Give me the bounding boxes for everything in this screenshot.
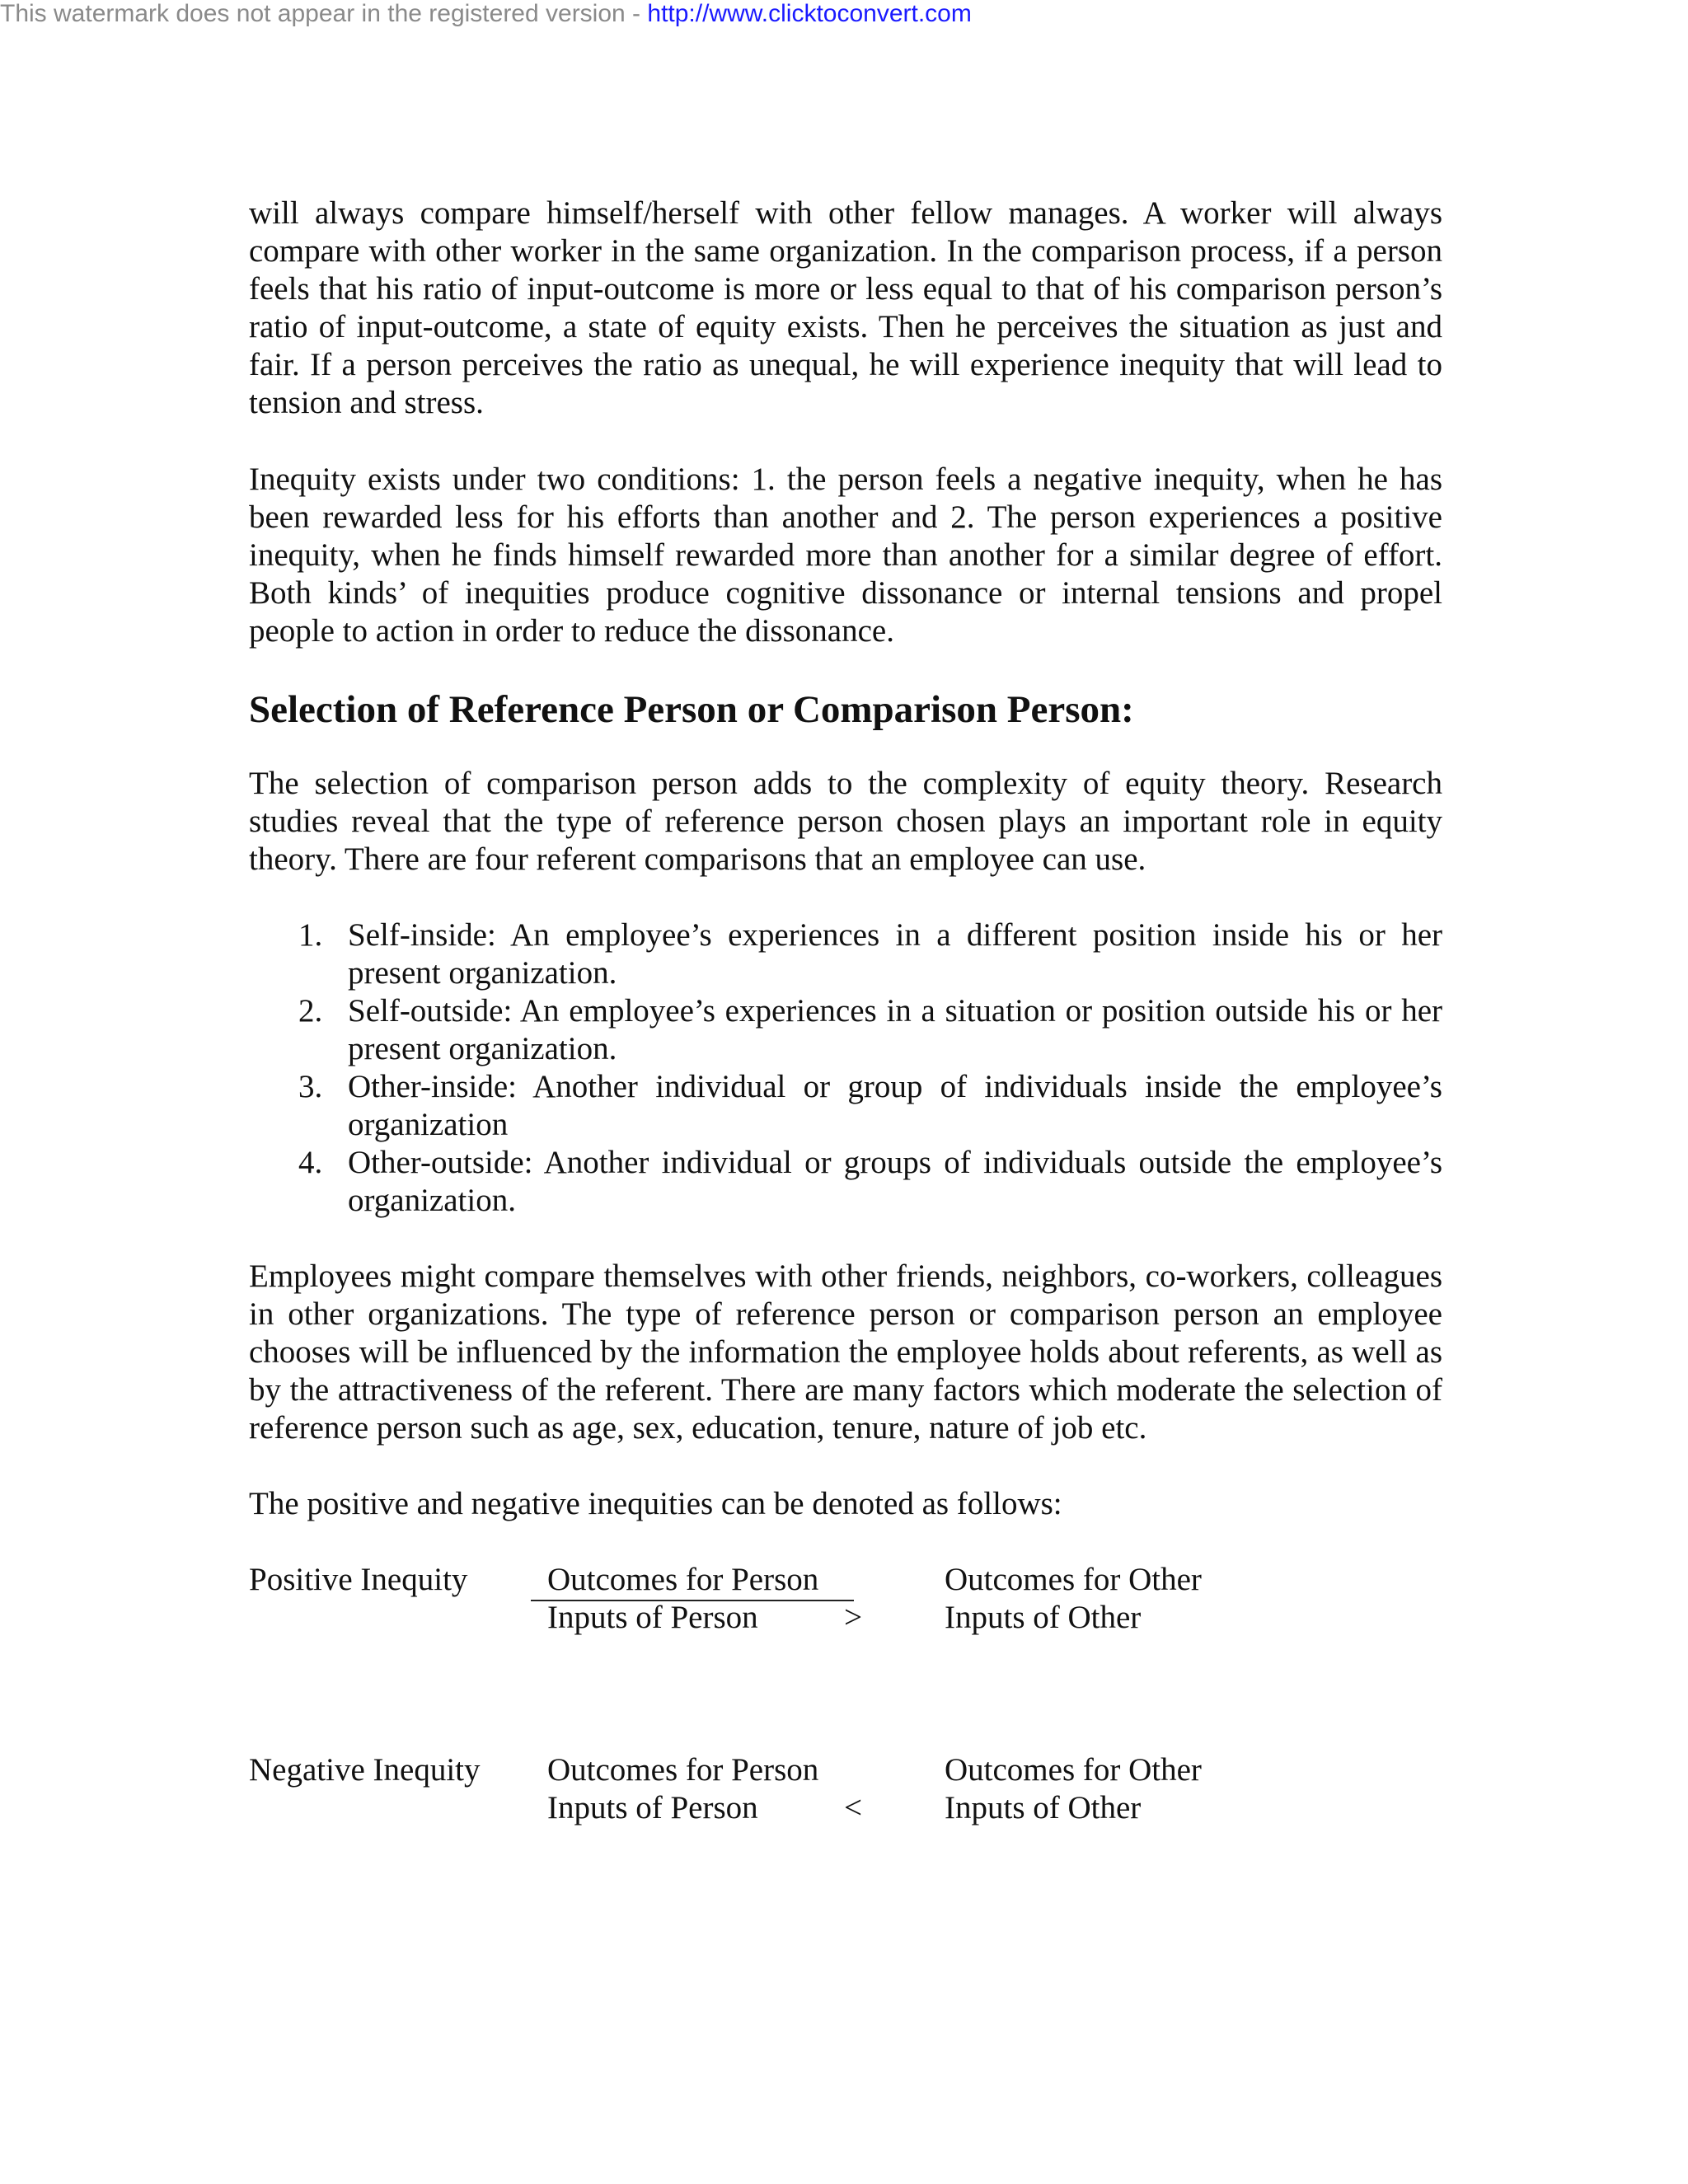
- other-outcomes: Outcomes for Other: [945, 1752, 1202, 1788]
- other-inputs: Inputs of Other: [945, 1600, 1142, 1635]
- section-heading: Selection of Reference Person or Comparison Person:: [249, 688, 1134, 731]
- positive-inequity-formula: [249, 1561, 1442, 1637]
- paragraph-selection-intro: The selection of comparison person adds to the complexity of equity theory. Research studies reveal that the type of reference person chosen plays an important role in equity theory. There are four referent comparisons that an employee can use.: [249, 766, 1442, 877]
- paragraph-inequity-conditions: Inequity exists under two conditions: 1. the person feels a negative inequity, when he has been rewarded less for his efforts than another and 2. The person experiences a positive inequity, when he finds himself rewarded more than another for a similar degree of effort. Both kinds’ of inequities produce cognitive dissonance or internal tensions and propel people to action in order to reduce the dissonance.: [249, 462, 1442, 649]
- paragraph-comparison-process: will always compare himself/herself with other fellow manages. A worker will always compare with other worker in the same organization. In the comparison process, if a person feels that his ratio of input-outcome is more or less equal to that of his comparison person’s ratio of input-outcome, a state of equity exists. Then he perceives the situation as just and fair. If a person perceives the ratio as unequal, he will experience inequity that will lead to tension and stress.: [249, 195, 1442, 420]
- watermark-text: This watermark does not appear in the registered version -: [0, 0, 648, 27]
- watermark-link[interactable]: http://www.clicktoconvert.com: [647, 0, 972, 27]
- list-item: [249, 1068, 1442, 1144]
- formula-label: Positive Inequity: [249, 1562, 468, 1597]
- list-item: [249, 992, 1442, 1068]
- list-item-number: 1.: [298, 917, 323, 953]
- other-outcomes: Outcomes for Other: [945, 1562, 1202, 1597]
- referent-list: [249, 916, 1442, 1220]
- list-item-text: Self-outside: An employee’s experiences in a situation or position outside his or her present organization.: [348, 993, 1442, 1066]
- list-item: [249, 1144, 1442, 1220]
- list-item-text: Other-outside: Another individual or groups of individuals outside the employee’s organization.: [348, 1145, 1442, 1218]
- list-item-number: 3.: [298, 1069, 323, 1104]
- person-inputs: Inputs of Person: [547, 1600, 758, 1635]
- list-item-number: 2.: [298, 993, 323, 1029]
- list-item: [249, 916, 1442, 992]
- person-outcomes: Outcomes for Person: [547, 1752, 819, 1788]
- list-item-text: Self-inside: An employee’s experiences in a different position inside his or her present organization.: [348, 917, 1442, 991]
- other-inputs: Inputs of Other: [945, 1790, 1142, 1825]
- formula-label: Negative Inequity: [249, 1752, 481, 1788]
- paragraph-formulas-intro: The positive and negative inequities can be denoted as follows:: [249, 1486, 1062, 1521]
- negative-inequity-formula: [249, 1751, 1442, 1827]
- list-item-number: 4.: [298, 1145, 323, 1180]
- comparison-operator: >: [844, 1600, 862, 1635]
- document-body: [249, 194, 1442, 1827]
- paragraph-reference-factors: Employees might compare themselves with other friends, neighbors, co-workers, colleagues in other organizations. The type of reference person or comparison person an employee chooses will be influenced by the information the employee holds about referents, as well as by the attractiveness of the referent. There are many factors which moderate the selection of reference person such as age, sex, education, tenure, nature of job etc.: [249, 1258, 1442, 1446]
- person-inputs: Inputs of Person: [547, 1790, 758, 1825]
- comparison-operator: <: [844, 1790, 862, 1825]
- person-outcomes: Outcomes for Person: [547, 1562, 819, 1597]
- watermark: [0, 0, 972, 28]
- list-item-text: Other-inside: Another individual or group of individuals inside the employee’s organization: [348, 1069, 1442, 1142]
